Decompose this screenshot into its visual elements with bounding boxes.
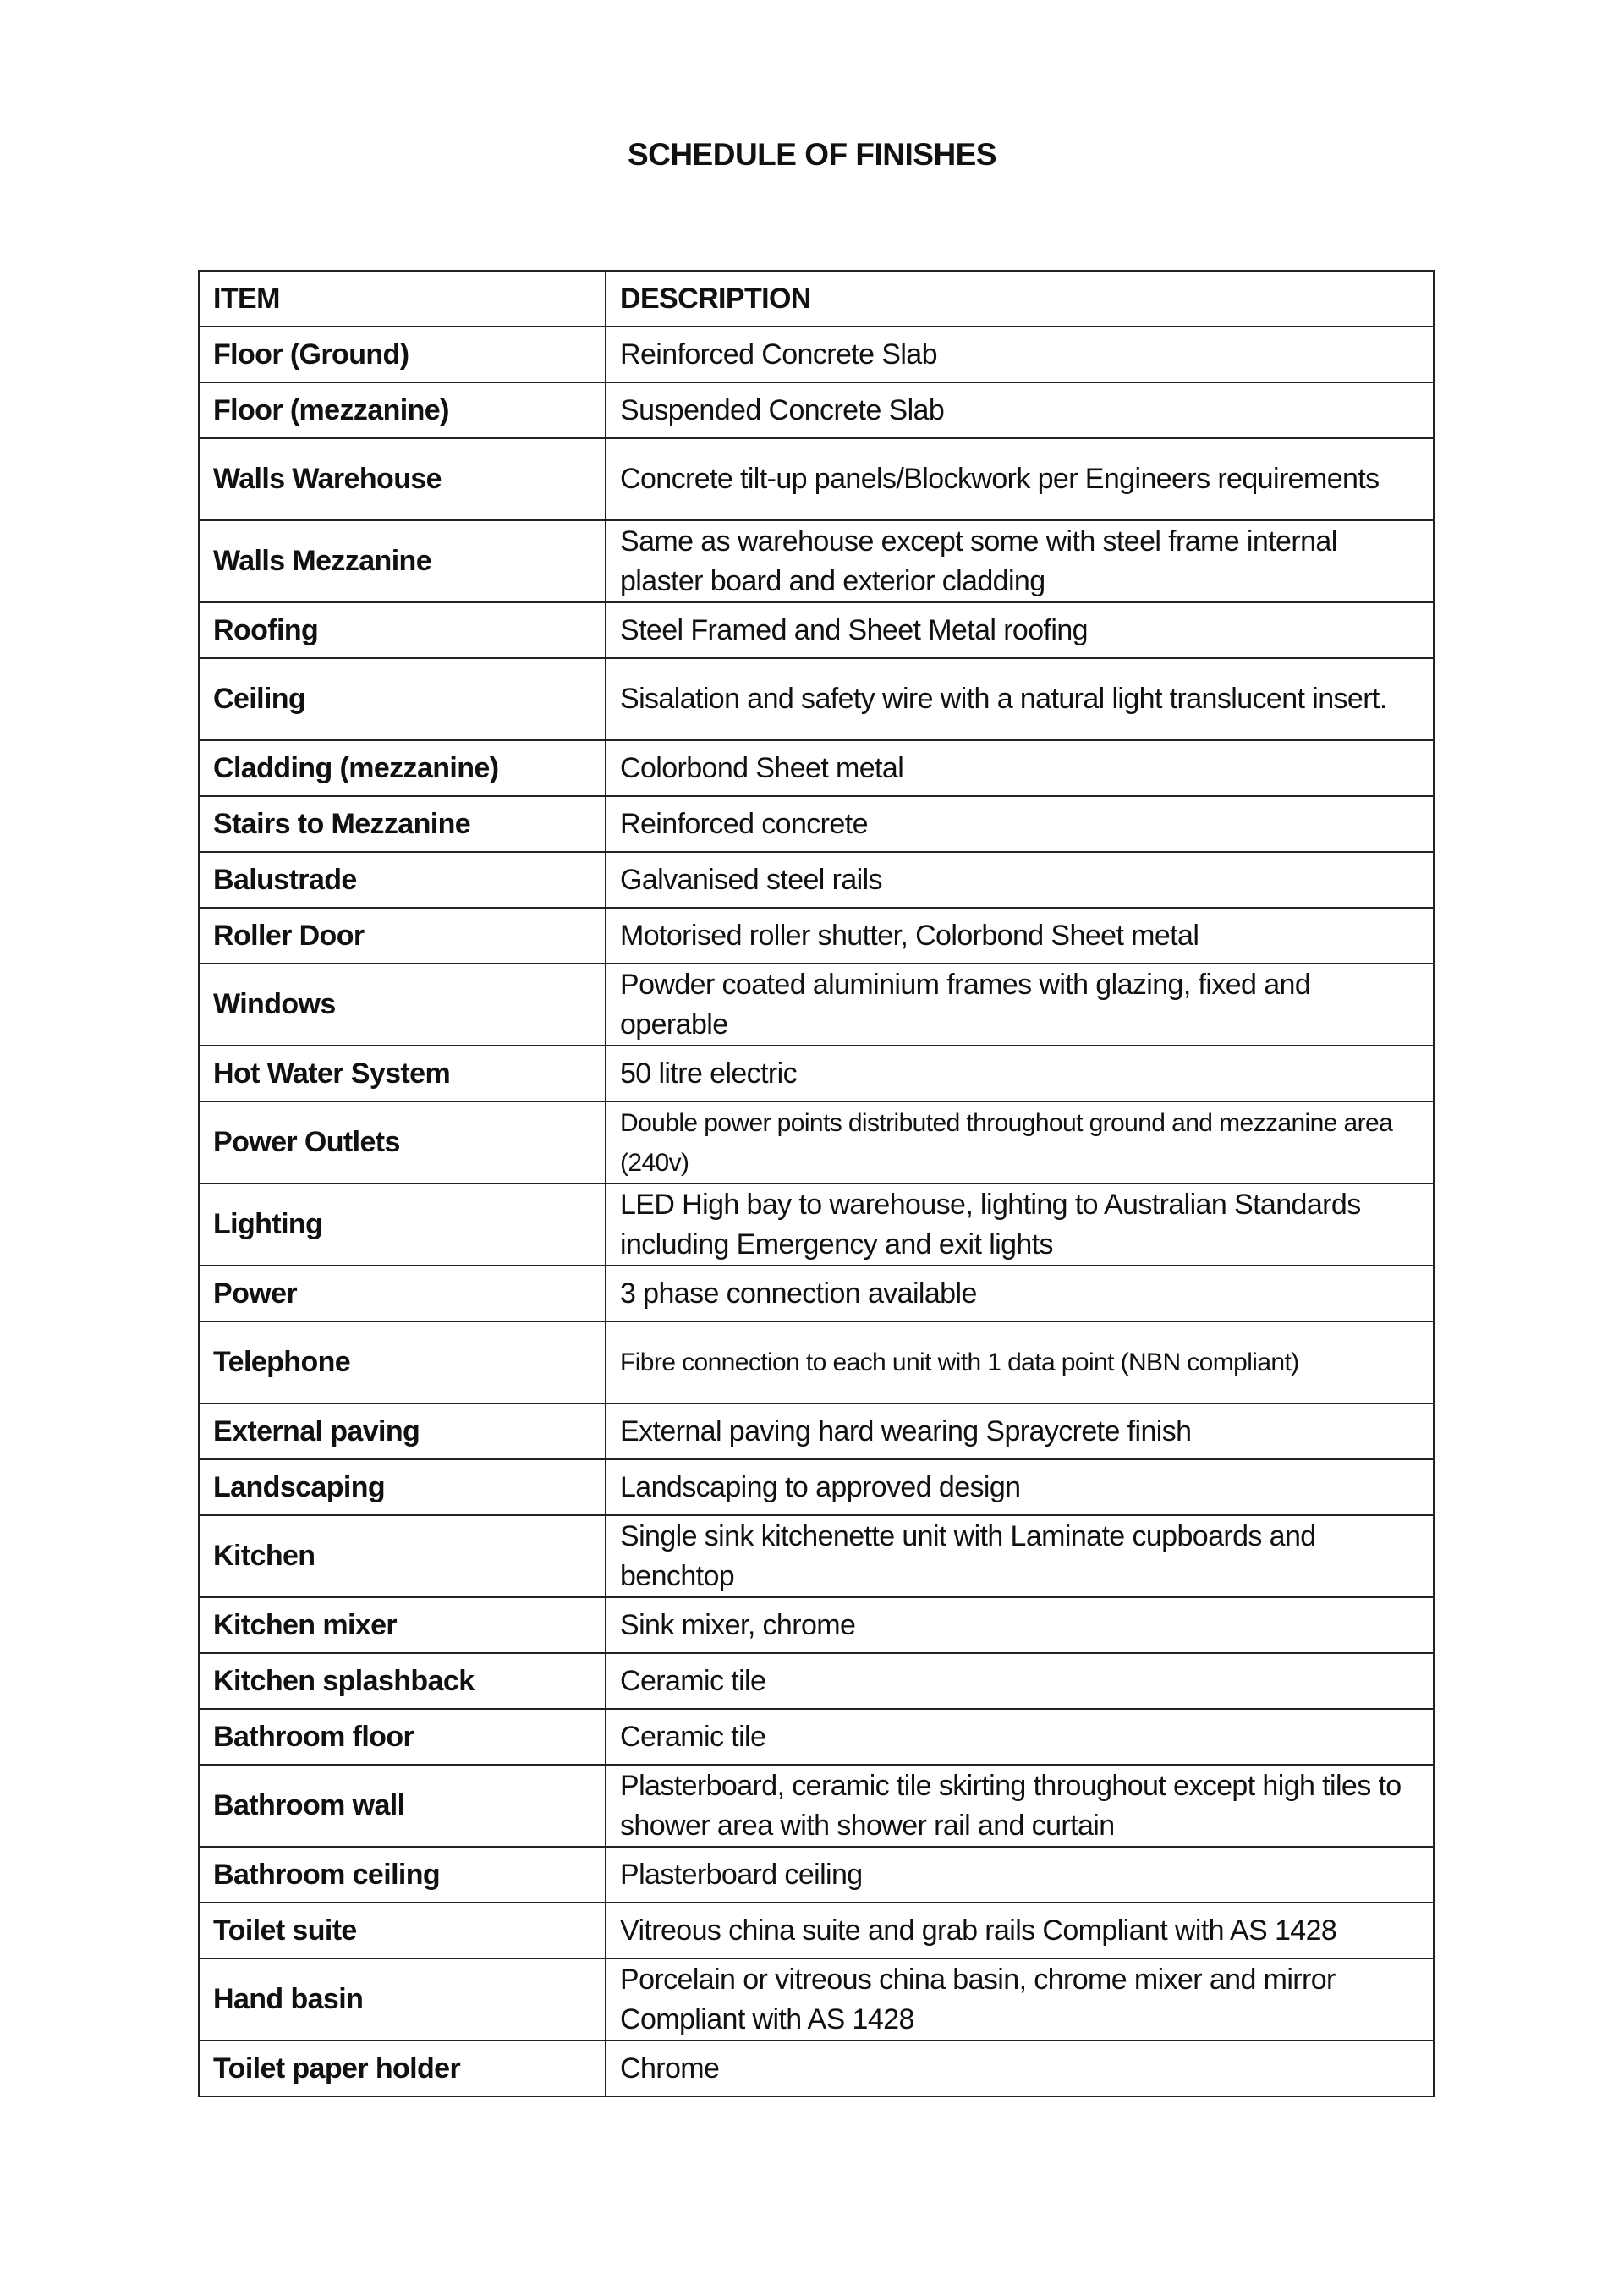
row-description: Steel Framed and Sheet Metal roofing xyxy=(606,602,1434,658)
row-description: Porcelain or vitreous china basin, chrome mixer and mirror Compliant with AS 1428 xyxy=(606,1958,1434,2041)
table-row xyxy=(199,908,1434,964)
table-row xyxy=(199,1597,1434,1653)
row-item: Walls Mezzanine xyxy=(199,520,606,602)
row-item: Floor (Ground) xyxy=(199,327,606,382)
table-row xyxy=(199,1709,1434,1765)
row-description: Vitreous china suite and grab rails Compliant with AS 1428 xyxy=(606,1903,1434,1958)
row-item: Lighting xyxy=(199,1184,606,1266)
row-item: Toilet paper holder xyxy=(199,2041,606,2096)
row-item: Toilet suite xyxy=(199,1903,606,1958)
row-description: Landscaping to approved design xyxy=(606,1459,1434,1515)
table-row xyxy=(199,964,1434,1046)
row-description: Sink mixer, chrome xyxy=(606,1597,1434,1653)
row-item: Floor (mezzanine) xyxy=(199,382,606,438)
row-item: Roofing xyxy=(199,602,606,658)
row-description: 50 litre electric xyxy=(606,1046,1434,1101)
table-row xyxy=(199,796,1434,852)
table-row xyxy=(199,1403,1434,1459)
row-description: Plasterboard ceiling xyxy=(606,1847,1434,1903)
row-item: Bathroom floor xyxy=(199,1709,606,1765)
row-description: Colorbond Sheet metal xyxy=(606,740,1434,796)
header-description: DESCRIPTION xyxy=(606,271,1434,327)
table-row xyxy=(199,602,1434,658)
page-title: SCHEDULE OF FINISHES xyxy=(627,137,997,172)
row-item: Hot Water System xyxy=(199,1046,606,1101)
row-item: Ceiling xyxy=(199,658,606,740)
row-item: Hand basin xyxy=(199,1958,606,2041)
row-description: Ceramic tile xyxy=(606,1653,1434,1709)
table-row xyxy=(199,382,1434,438)
row-item: Kitchen xyxy=(199,1515,606,1597)
row-description: LED High bay to warehouse, lighting to Australian Standards including Emergency and exit lights xyxy=(606,1184,1434,1266)
table-row xyxy=(199,1958,1434,2041)
row-item: Walls Warehouse xyxy=(199,438,606,520)
table-row xyxy=(199,438,1434,520)
row-description: Powder coated aluminium frames with glazing, fixed and operable xyxy=(606,964,1434,1046)
row-description: Ceramic tile xyxy=(606,1709,1434,1765)
row-item: Windows xyxy=(199,964,606,1046)
table-row xyxy=(199,1515,1434,1597)
row-description: Single sink kitchenette unit with Laminate cupboards and benchtop xyxy=(606,1515,1434,1597)
table-row xyxy=(199,740,1434,796)
row-description: Concrete tilt-up panels/Blockwork per Engineers requirements xyxy=(606,438,1434,520)
row-description: External paving hard wearing Spraycrete finish xyxy=(606,1403,1434,1459)
row-item: Kitchen mixer xyxy=(199,1597,606,1653)
table-row xyxy=(199,1903,1434,1958)
table-row xyxy=(199,327,1434,382)
table-row xyxy=(199,1847,1434,1903)
row-description: Galvanised steel rails xyxy=(606,852,1434,908)
row-item: External paving xyxy=(199,1403,606,1459)
table-row xyxy=(199,2041,1434,2096)
row-item: Bathroom ceiling xyxy=(199,1847,606,1903)
row-description: Same as warehouse except some with steel frame internal plaster board and exterior cladding xyxy=(606,520,1434,602)
table-row xyxy=(199,852,1434,908)
table-row xyxy=(199,1046,1434,1101)
row-description: Reinforced Concrete Slab xyxy=(606,327,1434,382)
row-description: Double power points distributed throughout ground and mezzanine area (240v) xyxy=(606,1101,1434,1184)
table-row xyxy=(199,1321,1434,1403)
row-item: Roller Door xyxy=(199,908,606,964)
row-item: Balustrade xyxy=(199,852,606,908)
table-row xyxy=(199,1101,1434,1184)
row-item: Stairs to Mezzanine xyxy=(199,796,606,852)
row-description: Reinforced concrete xyxy=(606,796,1434,852)
row-item: Telephone xyxy=(199,1321,606,1403)
table-row xyxy=(199,658,1434,740)
row-description: Fibre connection to each unit with 1 data point (NBN compliant) xyxy=(606,1321,1434,1403)
row-item: Power xyxy=(199,1266,606,1321)
row-description: Sisalation and safety wire with a natural light translucent insert. xyxy=(606,658,1434,740)
table-row xyxy=(199,1765,1434,1847)
table-header-row xyxy=(199,271,1434,327)
row-description: Motorised roller shutter, Colorbond Sheet metal xyxy=(606,908,1434,964)
table-row xyxy=(199,1266,1434,1321)
header-item: ITEM xyxy=(199,271,606,327)
row-description: Suspended Concrete Slab xyxy=(606,382,1434,438)
row-item: Landscaping xyxy=(199,1459,606,1515)
table-row xyxy=(199,1459,1434,1515)
row-item: Cladding (mezzanine) xyxy=(199,740,606,796)
table-row xyxy=(199,1653,1434,1709)
row-description: Chrome xyxy=(606,2041,1434,2096)
row-item: Power Outlets xyxy=(199,1101,606,1184)
table-row xyxy=(199,520,1434,602)
schedule-table xyxy=(198,270,1435,2097)
table-row xyxy=(199,1184,1434,1266)
row-description: 3 phase connection available xyxy=(606,1266,1434,1321)
row-description: Plasterboard, ceramic tile skirting throughout except high tiles to shower area with shower rail and curtain xyxy=(606,1765,1434,1847)
row-item: Bathroom wall xyxy=(199,1765,606,1847)
row-item: Kitchen splashback xyxy=(199,1653,606,1709)
